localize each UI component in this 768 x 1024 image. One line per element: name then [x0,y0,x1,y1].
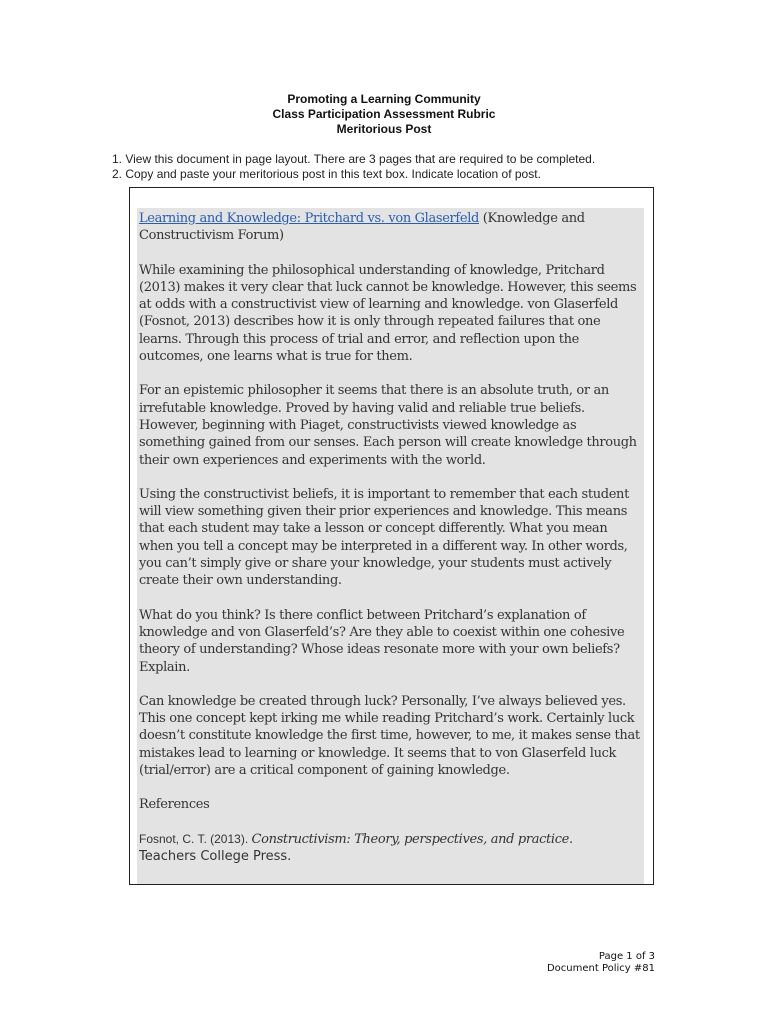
post-paragraph: What do you think? Is there conflict between Pritchard’s explanation of knowledge and von Glaserfeld’s? Are they able to coexist within one cohesive theory of understanding? Whose ideas resonate more with your own beliefs? Explain. [139,607,625,675]
page-footer [547,951,655,975]
references-heading: References [139,797,210,813]
post-paragraph: While examining the philosophical understanding of knowledge, Pritchard (2013) makes it very clear that luck cannot be knowledge. However, this seems at odds with a constructivist view of learning and knowledge. von Glaserfeld (Fosnot, 2013) describes how it is only through repeated failures that one learns. Through this process of trial and error, and reflection upon the outcomes, one learns what is true for them. [139,262,637,365]
header-subtitle: Class Participation Assessment Rubric [272,107,496,121]
header-title: Promoting a Learning Community [287,92,481,106]
header-section: Meritorious Post [336,122,432,136]
post-forum-label: (Knowledge and Constructivism Forum) [139,211,585,244]
instructions-list [112,152,595,182]
reference-publisher: Teachers College Press. [139,848,292,864]
reference-author: Fosnot, C. T. (2013). [139,831,252,846]
instruction-item-2: 2. Copy and paste your meritorious post in this text box. Indicate location of post. [112,167,541,181]
post-body [137,208,644,865]
document-policy: Document Policy #81 [546,963,655,974]
reference-entry [139,831,642,866]
document-header [0,92,768,137]
page-number: Page 1 of 3 [598,951,655,962]
instruction-item-1: 1. View this document in page layout. There are 3 pages that are required to be completed. [112,152,596,166]
reference-title: Constructivism: Theory, perspectives, and practice. [251,831,573,847]
pasted-post-content[interactable] [137,208,644,885]
post-title-link[interactable]: Learning and Knowledge: Pritchard vs. von Glaserfeld [139,211,479,226]
post-paragraph: Using the constructivist beliefs, it is important to remember that each student will view something given their prior experiences and knowledge. This means that each student may take a lesson or concept differently. What you mean when you tell a concept may be interpreted in a different way. In other words, you can’t simply give or share your knowledge, your students must actively create their own understanding. [139,486,629,589]
post-source-line [139,210,642,245]
post-text-box[interactable] [129,187,654,885]
post-paragraph: For an epistemic philosopher it seems that there is an absolute truth, or an irrefutable knowledge. Proved by having valid and reliable true beliefs. However, beginning with Piaget, constructivists viewed knowledge as something gained from our senses. Each person will create knowledge through their own experiences and experiments with the world. [139,383,637,468]
post-paragraph: Can knowledge be created through luck? Personally, I’ve always believed yes. This one concept kept irking me while reading Pritchard’s work. Certainly luck doesn’t constitute knowledge the first time, however, to me, it makes sense that mistakes lead to learning or knowledge. It seems that to von Glaserfeld luck (trial/error) are a critical component of gaining knowledge. [139,693,640,779]
